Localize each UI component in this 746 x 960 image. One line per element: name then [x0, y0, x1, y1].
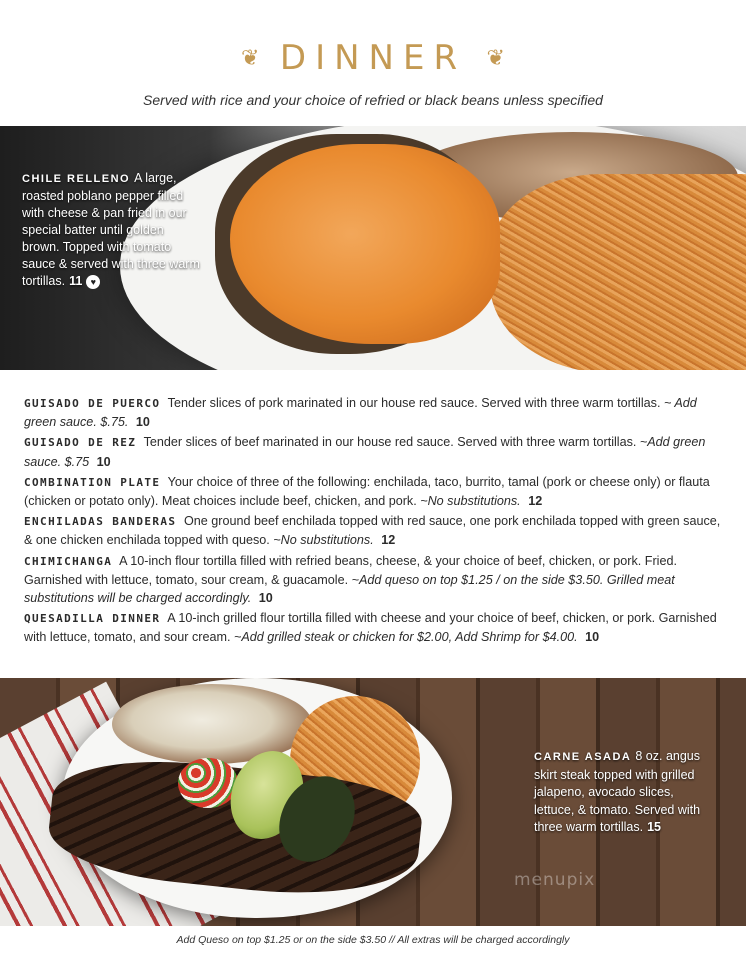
featured-description: A large, roasted poblano pepper filled with cheese & pan fried in our special batter until golden brown. Topped with tomato sauce & served with three warm tortillas. — [22, 171, 200, 288]
pico-de-gallo — [178, 758, 238, 808]
item-description: A 10-inch flour tortilla filled with refried beans, cheese, & your choice of beef, chicken, or pork. Fried. Garnished with lettuce, tomato, sour cream, & guacamole. — [24, 553, 677, 587]
menu-item — [24, 394, 724, 431]
footer-note: Add Queso on top $1.25 or on the side $3.50 // All extras will be charged accordingly — [176, 934, 570, 946]
item-price: 10 — [258, 591, 273, 606]
item-description: A 10-inch grilled flour tortilla filled with cheese and your choice of beef, chicken, or pork. Garnished with lettuce, tomato, and sour cream. — [24, 611, 717, 645]
item-description: Tender slices of pork marinated in our house red sauce. Served with three warm tortillas. — [167, 396, 661, 410]
item-note: ~Add green sauce. $.75 — [24, 435, 706, 469]
page-subtitle: Served with rice and your choice of refried or black beans unless specified — [143, 92, 603, 108]
menu-item — [24, 433, 724, 470]
item-note: ~Add grilled steak or chicken for $2.00, Add Shrimp for $4.00. — [234, 630, 578, 645]
item-description: Your choice of three of the following: enchilada, taco, burrito, tamal (pork or cheese only) or flauta (chicken or potato only). Meat choices include beef, chicken, and pork. — [24, 474, 710, 509]
title-row — [0, 38, 746, 78]
item-description: Tender slices of beef marinated in our house red sauce. Served with three warm tortillas. — [143, 435, 637, 450]
featured-name: CHILE RELLENO — [22, 173, 131, 185]
item-name: GUISADO DE PUERCO — [24, 397, 161, 410]
menu-item — [24, 473, 724, 510]
featured-name: CARNE ASADA — [534, 751, 632, 763]
carne-asada-photo — [0, 678, 746, 926]
featured-caption-carne-asada — [534, 748, 709, 837]
item-price: 10 — [96, 454, 111, 469]
page-title: DINNER — [279, 38, 467, 78]
heart-icon: ♥ — [86, 275, 100, 289]
watermark: menupix — [514, 870, 596, 890]
menu-item — [24, 552, 724, 608]
featured-price: 15 — [647, 820, 661, 834]
ornament-left-icon: ❦ — [241, 45, 260, 70]
item-note: ~Add queso on top $1.25 / on the side $3.50. Grilled meat substitutions will be charged accordingly. — [24, 572, 675, 606]
item-price: 12 — [381, 533, 396, 548]
item-name: CHIMICHANGA — [24, 554, 113, 568]
item-price: 10 — [135, 415, 150, 430]
item-note: ~ Add green sauce. $.75. — [24, 396, 697, 430]
menu-item — [24, 609, 724, 646]
menu-items-list — [24, 394, 724, 649]
item-name: QUESADILLA DINNER — [24, 612, 161, 626]
item-price: 12 — [528, 494, 543, 509]
chile-relleno-photo — [0, 126, 746, 370]
item-note: ~No substitutions. — [420, 494, 521, 509]
item-name: ENCHILADAS BANDERAS — [24, 515, 177, 529]
menu-item — [24, 512, 724, 549]
item-note: ~No substitutions. — [273, 533, 374, 548]
featured-price: 11 — [69, 274, 83, 288]
ornament-right-icon: ❦ — [486, 45, 505, 70]
item-description: One ground beef enchilada topped with red sauce, one pork enchilada topped with green sauce, & one chicken enchilada topped with queso. — [24, 514, 721, 548]
rice — [490, 174, 746, 370]
item-price: 10 — [585, 630, 600, 645]
item-name: COMBINATION PLATE — [24, 475, 161, 489]
featured-caption-chile-relleno — [22, 170, 202, 290]
item-name: GUISADO DE REZ — [24, 436, 137, 450]
featured-description: 8 oz. angus skirt steak topped with grilled jalapeno, avocado slices, lettuce, & tomato. Served with three warm tortillas. — [534, 749, 701, 834]
menu-header — [0, 0, 746, 120]
